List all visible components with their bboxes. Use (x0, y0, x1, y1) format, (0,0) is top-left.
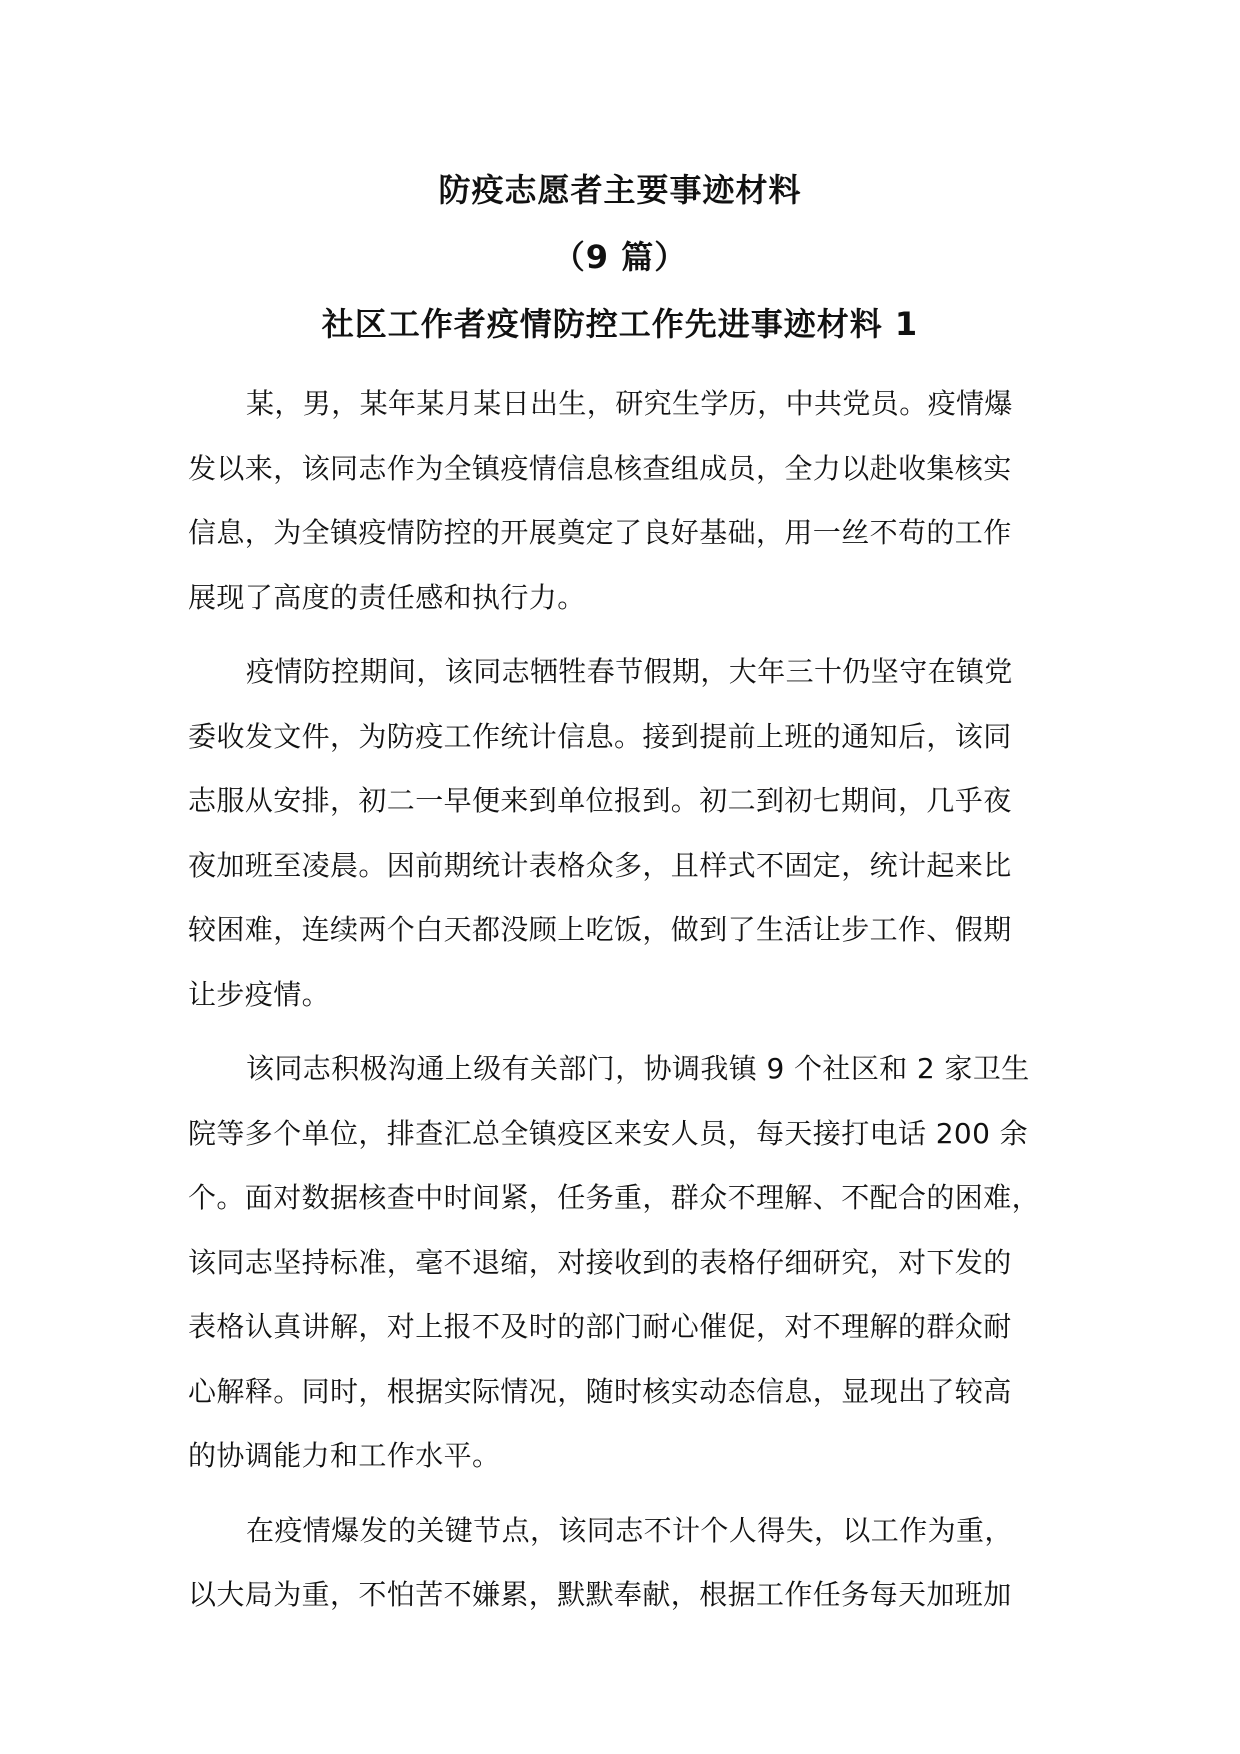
text-line: 心解释。同时，根据实际情况，随时核实动态信息，显现出了较高 (188, 1374, 1012, 1408)
text-line: 院等多个单位，排查汇总全镇疫区来安人员，每天接打电话 200 余 (188, 1116, 1029, 1150)
section-title: 社区工作者疫情防控工作先进事迹材料 1 (321, 305, 919, 343)
paragraph (188, 1499, 1080, 1628)
document-body (188, 372, 1080, 1638)
text-line: 发以来，该同志作为全镇疫情信息核查组成员，全力以赴收集核实 (188, 451, 1012, 485)
paragraph (188, 640, 1080, 1027)
title-block (0, 170, 1240, 344)
text-line: 疫情防控期间，该同志牺牲春节假期，大年三十仍坚守在镇党 (246, 655, 1013, 688)
text-line: 夜加班至凌晨。因前期统计表格众多，且样式不固定，统计起来比 (188, 848, 1012, 882)
document-count: （9 篇） (552, 238, 688, 276)
paragraph (188, 1037, 1080, 1489)
text-line: 表格认真讲解，对上报不及时的部门耐心催促，对不理解的群众耐 (188, 1310, 1012, 1343)
text-line: 较困难，连续两个白天都没顾上吃饭，做到了生活让步工作、假期 (188, 913, 1012, 946)
text-line: 该同志积极沟通上级有关部门，协调我镇 9 个社区和 2 家卫生 (246, 1052, 1030, 1085)
text-line: 志服从安排，初二一早便来到单位报到。初二到初七期间，几乎夜 (188, 784, 1012, 817)
paragraph (188, 372, 1080, 630)
text-line: 在疫情爆发的关键节点，该同志不计个人得失，以工作为重， (246, 1513, 1013, 1547)
text-line: 让步疫情。 (188, 977, 331, 1011)
text-line: 该同志坚持标准，毫不退缩，对接收到的表格仔细研究，对下发的 (188, 1245, 1012, 1279)
text-line: 以大局为重，不怕苦不嫌累，默默奉献，根据工作任务每天加班加 (188, 1578, 1012, 1611)
text-line: 信息，为全镇疫情防控的开展奠定了良好基础，用一丝不苟的工作 (188, 516, 1012, 549)
text-line: 展现了高度的责任感和执行力。 (188, 580, 586, 614)
text-line: 的协调能力和工作水平。 (188, 1439, 501, 1472)
text-line: 个。面对数据核查中时间紧，任务重，群众不理解、不配合的困难， (188, 1181, 1041, 1214)
text-line: 某，男，某年某月某日出生，研究生学历，中共党员。疫情爆 (246, 387, 1013, 420)
text-line: 委收发文件，为防疫工作统计信息。接到提前上班的通知后，该同 (188, 719, 1012, 753)
document-title: 防疫志愿者主要事迹材料 (438, 171, 802, 209)
